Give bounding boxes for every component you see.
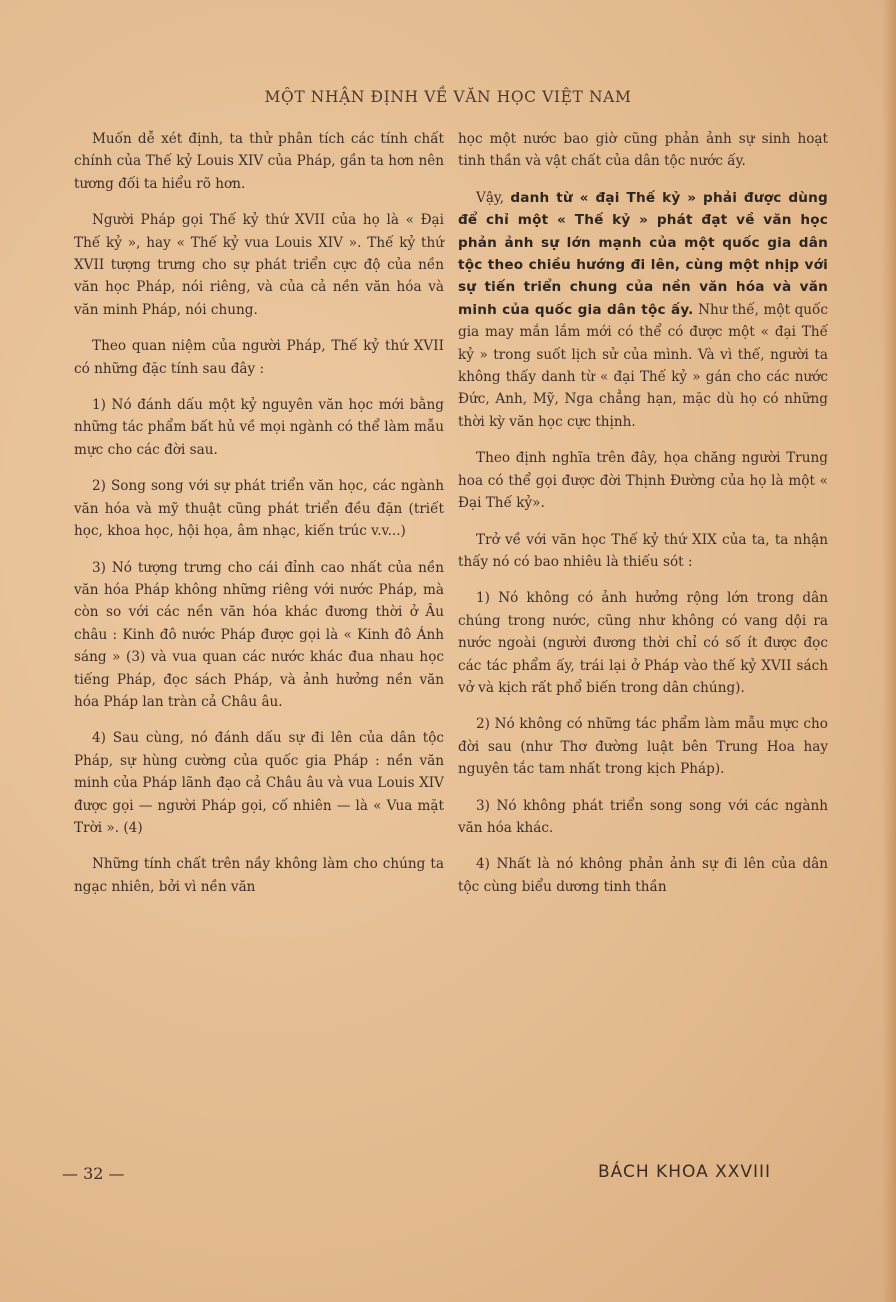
paragraph: Những tính chất trên nầy không làm cho chúng ta ngạc nhiên, bởi vì nền văn (74, 856, 444, 895)
magazine-name: BÁCH KHOA XXVIII (598, 1162, 772, 1182)
left-column (74, 128, 444, 912)
paragraph: Trở về với văn học Thế kỷ thứ XIX của ta, ta nhận thấy nó có bao nhiêu là thiếu sót : (458, 531, 828, 570)
paragraph: 2) Nó không có những tác phẩm làm mẫu mực cho đời sau (như Thơ đường luật bên Trung Hoa hay nguyên tắc tam nhất trong kịch Pháp). (458, 716, 828, 778)
paragraph: 3) Nó không phát triển song song với các ngành văn hóa khác. (458, 797, 828, 836)
emphasis-rest: Như thế, một quốc gia may mắn lắm mới có thể có được một « đại Thế kỷ » trong suốt lịch sử của mình. Và vì thế, người ta không thấy danh từ « đại Thế kỷ » gán cho các nước Đức, Anh, Mỹ, Nga chẳng hạn, mặc dù họ có những thời kỳ văn học cực thịnh. (458, 301, 828, 430)
paragraph: 3) Nó tượng trưng cho cái đỉnh cao nhất của nền văn hóa Pháp không những riêng với nước Pháp, mà còn so với các nền văn hóa khác đương thời ở Âu châu : Kinh đô nước Pháp được gọi là « Kinh đô Ánh sáng » (3) và vua quan các nước khác đua nhau học tiếng Pháp, đọc sách Pháp, và ảnh hưởng nền văn hóa Pháp lan tràn cả Châu âu. (74, 559, 444, 710)
right-column (458, 128, 828, 912)
paragraph: Theo quan niệm của người Pháp, Thế kỷ thứ XVII có những đặc tính sau đây : (74, 338, 444, 377)
paragraph: 1) Nó không có ảnh hưởng rộng lớn trong dân chúng trong nước, cũng như không có vang dội ra nước ngoài (người đương thời chỉ có số ít được đọc các tác phẩm ấy, trái lại ở Pháp vào thế kỷ XVII sách vở và kịch rất phổ biến trong dân chúng). (458, 590, 828, 696)
page-edge-shadow (882, 0, 896, 1302)
emphasis-lead: Vậy, (476, 189, 511, 206)
paragraph: Người Pháp gọi Thế kỷ thứ XVII của họ là « Đại Thế kỷ », hay « Thế kỷ vua Louis XIV ». Thế kỷ thứ XVII tượng trưng cho sự phát triển cực độ của nền văn học Pháp, nói riêng, và của cả nền văn hóa và văn minh Pháp, nói chung. (74, 212, 444, 318)
page-number: — 32 — (62, 1164, 125, 1183)
paragraph: 4) Sau cùng, nó đánh dấu sự đi lên của dân tộc Pháp, sự hùng cường của quốc gia Pháp : nền văn minh của Pháp lãnh đạo cả Châu âu và vua Louis XIV được gọi — người Pháp gọi, cố nhiên — là « Vua mặt Trời ». (4) (74, 730, 444, 836)
paragraph: 1) Nó đánh dấu một kỷ nguyên văn học mới bằng những tác phẩm bất hủ về mọi ngành có thể làm mẫu mực cho các đời sau. (74, 397, 444, 458)
emphasis-bold-text: danh từ « đại Thế kỷ » phải được dùng để chỉ một « Thế kỷ » phát đạt về văn học phản ảnh sự lớn mạnh của một quốc gia dân tộc theo chiều hướng đi lên, cùng một nhịp với sự tiến triển chung của nền văn hóa và văn minh của quốc gia dân tộc ấy. (458, 189, 828, 318)
paragraph: Muốn dễ xét định, ta thử phân tích các tính chất chính của Thế kỷ Louis XIV của Pháp, gần ta hơn nên tương đối ta hiểu rõ hơn. (74, 131, 444, 192)
paragraph-continuation: học một nước bao giờ cũng phản ảnh sự sinh hoạt tinh thần và vật chất của dân tộc nước ấy. (458, 131, 828, 170)
paragraph: 2) Song song với sự phát triển văn học, các ngành văn hóa và mỹ thuật cũng phát triển đều đặn (triết học, khoa học, hội họa, âm nhạc, kiến trúc v.v...) (74, 478, 444, 540)
paragraph: Theo định nghĩa trên đây, họa chăng người Trung hoa có thể gọi được đời Thịnh Đường của họ là một « Đại Thế kỷ». (458, 450, 828, 512)
paragraph: 4) Nhất là nó không phản ảnh sự đi lên của dân tộc cùng biểu dương tinh thần (458, 856, 828, 895)
running-title: MỘT NHẬN ĐỊNH VỀ VĂN HỌC VIỆT NAM (264, 88, 632, 106)
paragraph-emphasis (458, 187, 828, 433)
